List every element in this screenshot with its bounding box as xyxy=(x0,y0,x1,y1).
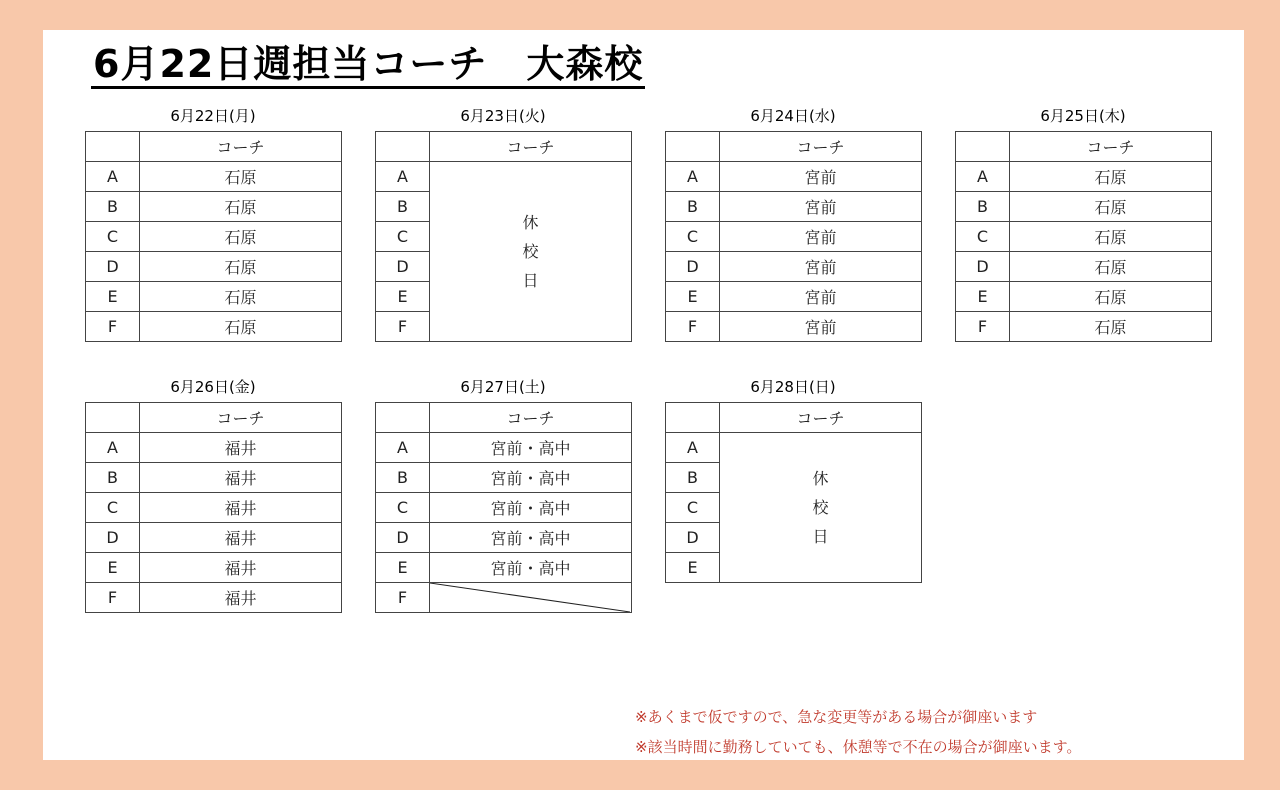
coach-cell: 宮前・高中 xyxy=(430,433,632,463)
table-row xyxy=(376,433,632,463)
table-header-row xyxy=(666,132,922,162)
closed-char: 校 xyxy=(522,242,539,261)
slot-cell: B xyxy=(376,192,430,222)
table-row xyxy=(86,192,342,222)
table-row xyxy=(86,433,342,463)
day-label: 6月23日(火) xyxy=(460,107,546,125)
slot-cell: C xyxy=(376,222,430,252)
column-header: コーチ xyxy=(1010,132,1212,162)
slot-cell: B xyxy=(376,463,430,493)
closed-day-cell xyxy=(430,162,632,342)
slot-cell: B xyxy=(86,463,140,493)
coach-cell: 石原 xyxy=(1010,282,1212,312)
slot-cell: D xyxy=(86,252,140,282)
coach-cell: 宮前 xyxy=(720,192,922,222)
table-header-row xyxy=(956,132,1212,162)
table-row xyxy=(376,463,632,493)
slot-cell: A xyxy=(86,162,140,192)
day-block-mon xyxy=(85,107,341,342)
slot-cell: E xyxy=(86,282,140,312)
coach-cell: 石原 xyxy=(140,222,342,252)
coach-cell: 宮前 xyxy=(720,162,922,192)
table-header-row xyxy=(86,403,342,433)
day-label: 6月26日(金) xyxy=(170,378,256,396)
slot-cell: E xyxy=(666,553,720,583)
slot-cell: F xyxy=(376,312,430,342)
table-row xyxy=(376,583,632,613)
slot-cell: B xyxy=(666,192,720,222)
schedule-table xyxy=(955,131,1212,342)
table-row xyxy=(666,312,922,342)
day-block-sat xyxy=(375,378,631,613)
slot-cell: C xyxy=(376,493,430,523)
slot-cell: F xyxy=(86,312,140,342)
slot-cell: E xyxy=(376,282,430,312)
day-label: 6月28日(日) xyxy=(750,378,836,396)
table-row xyxy=(666,222,922,252)
coach-cell: 宮前・高中 xyxy=(430,493,632,523)
table-row xyxy=(86,282,342,312)
table-header-row xyxy=(376,132,632,162)
table-row xyxy=(86,162,342,192)
corner-cell xyxy=(86,132,140,162)
table-row xyxy=(956,312,1212,342)
slot-cell: B xyxy=(86,192,140,222)
slot-cell: C xyxy=(666,493,720,523)
day-block-sun xyxy=(665,378,921,583)
slot-cell: B xyxy=(666,463,720,493)
table-row xyxy=(86,523,342,553)
closed-char: 休 xyxy=(522,213,539,232)
slot-cell: A xyxy=(376,162,430,192)
table-row xyxy=(376,162,632,192)
table-header-row xyxy=(376,403,632,433)
column-header: コーチ xyxy=(720,403,922,433)
coach-cell: 宮前 xyxy=(720,222,922,252)
slot-cell: F xyxy=(956,312,1010,342)
corner-cell xyxy=(666,132,720,162)
table-row xyxy=(666,192,922,222)
slot-cell: D xyxy=(86,523,140,553)
day-block-fri xyxy=(85,378,341,613)
slot-cell: A xyxy=(666,162,720,192)
schedule-table xyxy=(85,402,342,613)
slot-cell: C xyxy=(86,493,140,523)
table-row xyxy=(666,162,922,192)
slot-cell: F xyxy=(86,583,140,613)
slot-cell: C xyxy=(956,222,1010,252)
coach-cell: 宮前・高中 xyxy=(430,553,632,583)
slot-cell: E xyxy=(956,282,1010,312)
slot-cell: E xyxy=(666,282,720,312)
coach-cell: 石原 xyxy=(140,282,342,312)
closed-char: 休 xyxy=(812,469,829,488)
coach-cell: 福井 xyxy=(140,463,342,493)
corner-cell xyxy=(666,403,720,433)
corner-cell xyxy=(86,403,140,433)
schedule-table xyxy=(665,131,922,342)
coach-cell: 福井 xyxy=(140,553,342,583)
coach-cell: 福井 xyxy=(140,493,342,523)
day-block-thu xyxy=(955,107,1211,342)
coach-cell: 宮前 xyxy=(720,252,922,282)
coach-cell: 福井 xyxy=(140,433,342,463)
coach-cell: 石原 xyxy=(140,252,342,282)
coach-cell: 石原 xyxy=(1010,192,1212,222)
closed-char: 日 xyxy=(522,271,539,290)
coach-cell: 宮前・高中 xyxy=(430,523,632,553)
coach-cell: 石原 xyxy=(1010,312,1212,342)
corner-cell xyxy=(376,403,430,433)
corner-cell xyxy=(376,132,430,162)
table-row xyxy=(956,252,1212,282)
slot-cell: D xyxy=(666,523,720,553)
slot-cell: A xyxy=(956,162,1010,192)
note-line: ※該当時間に勤務していても、休憩等で不在の場合が御座います。 xyxy=(635,738,1082,756)
table-row xyxy=(86,493,342,523)
slot-cell: C xyxy=(86,222,140,252)
corner-cell xyxy=(956,132,1010,162)
column-header: コーチ xyxy=(140,132,342,162)
coach-cell: 宮前 xyxy=(720,312,922,342)
table-header-row xyxy=(86,132,342,162)
empty-slashed-cell xyxy=(430,583,632,613)
closed-day-cell xyxy=(720,433,922,583)
table-row xyxy=(956,162,1212,192)
table-row xyxy=(666,282,922,312)
notes xyxy=(635,702,1081,762)
table-row xyxy=(86,222,342,252)
column-header: コーチ xyxy=(140,403,342,433)
coach-cell: 石原 xyxy=(140,312,342,342)
day-label: 6月24日(水) xyxy=(750,107,836,125)
coach-cell: 福井 xyxy=(140,523,342,553)
table-row xyxy=(86,252,342,282)
note-line: ※あくまで仮ですので、急な変更等がある場合が御座います xyxy=(635,708,1038,726)
table-row xyxy=(86,583,342,613)
day-block-wed xyxy=(665,107,921,342)
table-row xyxy=(956,222,1212,252)
schedule-table xyxy=(375,402,632,613)
closed-char: 校 xyxy=(812,498,829,517)
column-header: コーチ xyxy=(430,132,632,162)
table-row xyxy=(86,553,342,583)
day-block-tue xyxy=(375,107,631,342)
table-header-row xyxy=(666,403,922,433)
slot-cell: D xyxy=(376,523,430,553)
slot-cell: C xyxy=(666,222,720,252)
slot-cell: A xyxy=(666,433,720,463)
coach-cell: 石原 xyxy=(140,162,342,192)
slot-cell: F xyxy=(376,583,430,613)
column-header: コーチ xyxy=(430,403,632,433)
coach-cell: 石原 xyxy=(1010,162,1212,192)
table-row xyxy=(376,493,632,523)
slot-cell: A xyxy=(376,433,430,463)
slot-cell: A xyxy=(86,433,140,463)
coach-cell: 石原 xyxy=(1010,252,1212,282)
coach-cell: 宮前・高中 xyxy=(430,463,632,493)
table-row xyxy=(86,312,342,342)
coach-cell: 石原 xyxy=(1010,222,1212,252)
diagonal-slash xyxy=(430,583,630,612)
table-row xyxy=(376,553,632,583)
table-row xyxy=(956,282,1212,312)
slot-cell: D xyxy=(376,252,430,282)
table-row xyxy=(956,192,1212,222)
table-row xyxy=(376,523,632,553)
table-row xyxy=(86,463,342,493)
schedule-table xyxy=(665,402,922,583)
closed-char: 日 xyxy=(812,527,829,546)
schedule-sheet xyxy=(43,30,1244,760)
slot-cell: D xyxy=(666,252,720,282)
day-label: 6月22日(月) xyxy=(170,107,256,125)
slot-cell: E xyxy=(376,553,430,583)
coach-cell: 宮前 xyxy=(720,282,922,312)
page-title: 6月22日週担当コーチ 大森校 xyxy=(91,42,645,89)
slot-cell: D xyxy=(956,252,1010,282)
column-header: コーチ xyxy=(720,132,922,162)
slot-cell: F xyxy=(666,312,720,342)
schedule-table xyxy=(85,131,342,342)
slot-cell: E xyxy=(86,553,140,583)
day-label: 6月27日(土) xyxy=(460,378,546,396)
slot-cell: B xyxy=(956,192,1010,222)
table-row xyxy=(666,433,922,463)
table-row xyxy=(666,252,922,282)
schedule-table xyxy=(375,131,632,342)
day-label: 6月25日(木) xyxy=(1040,107,1126,125)
coach-cell: 石原 xyxy=(140,192,342,222)
coach-cell: 福井 xyxy=(140,583,342,613)
